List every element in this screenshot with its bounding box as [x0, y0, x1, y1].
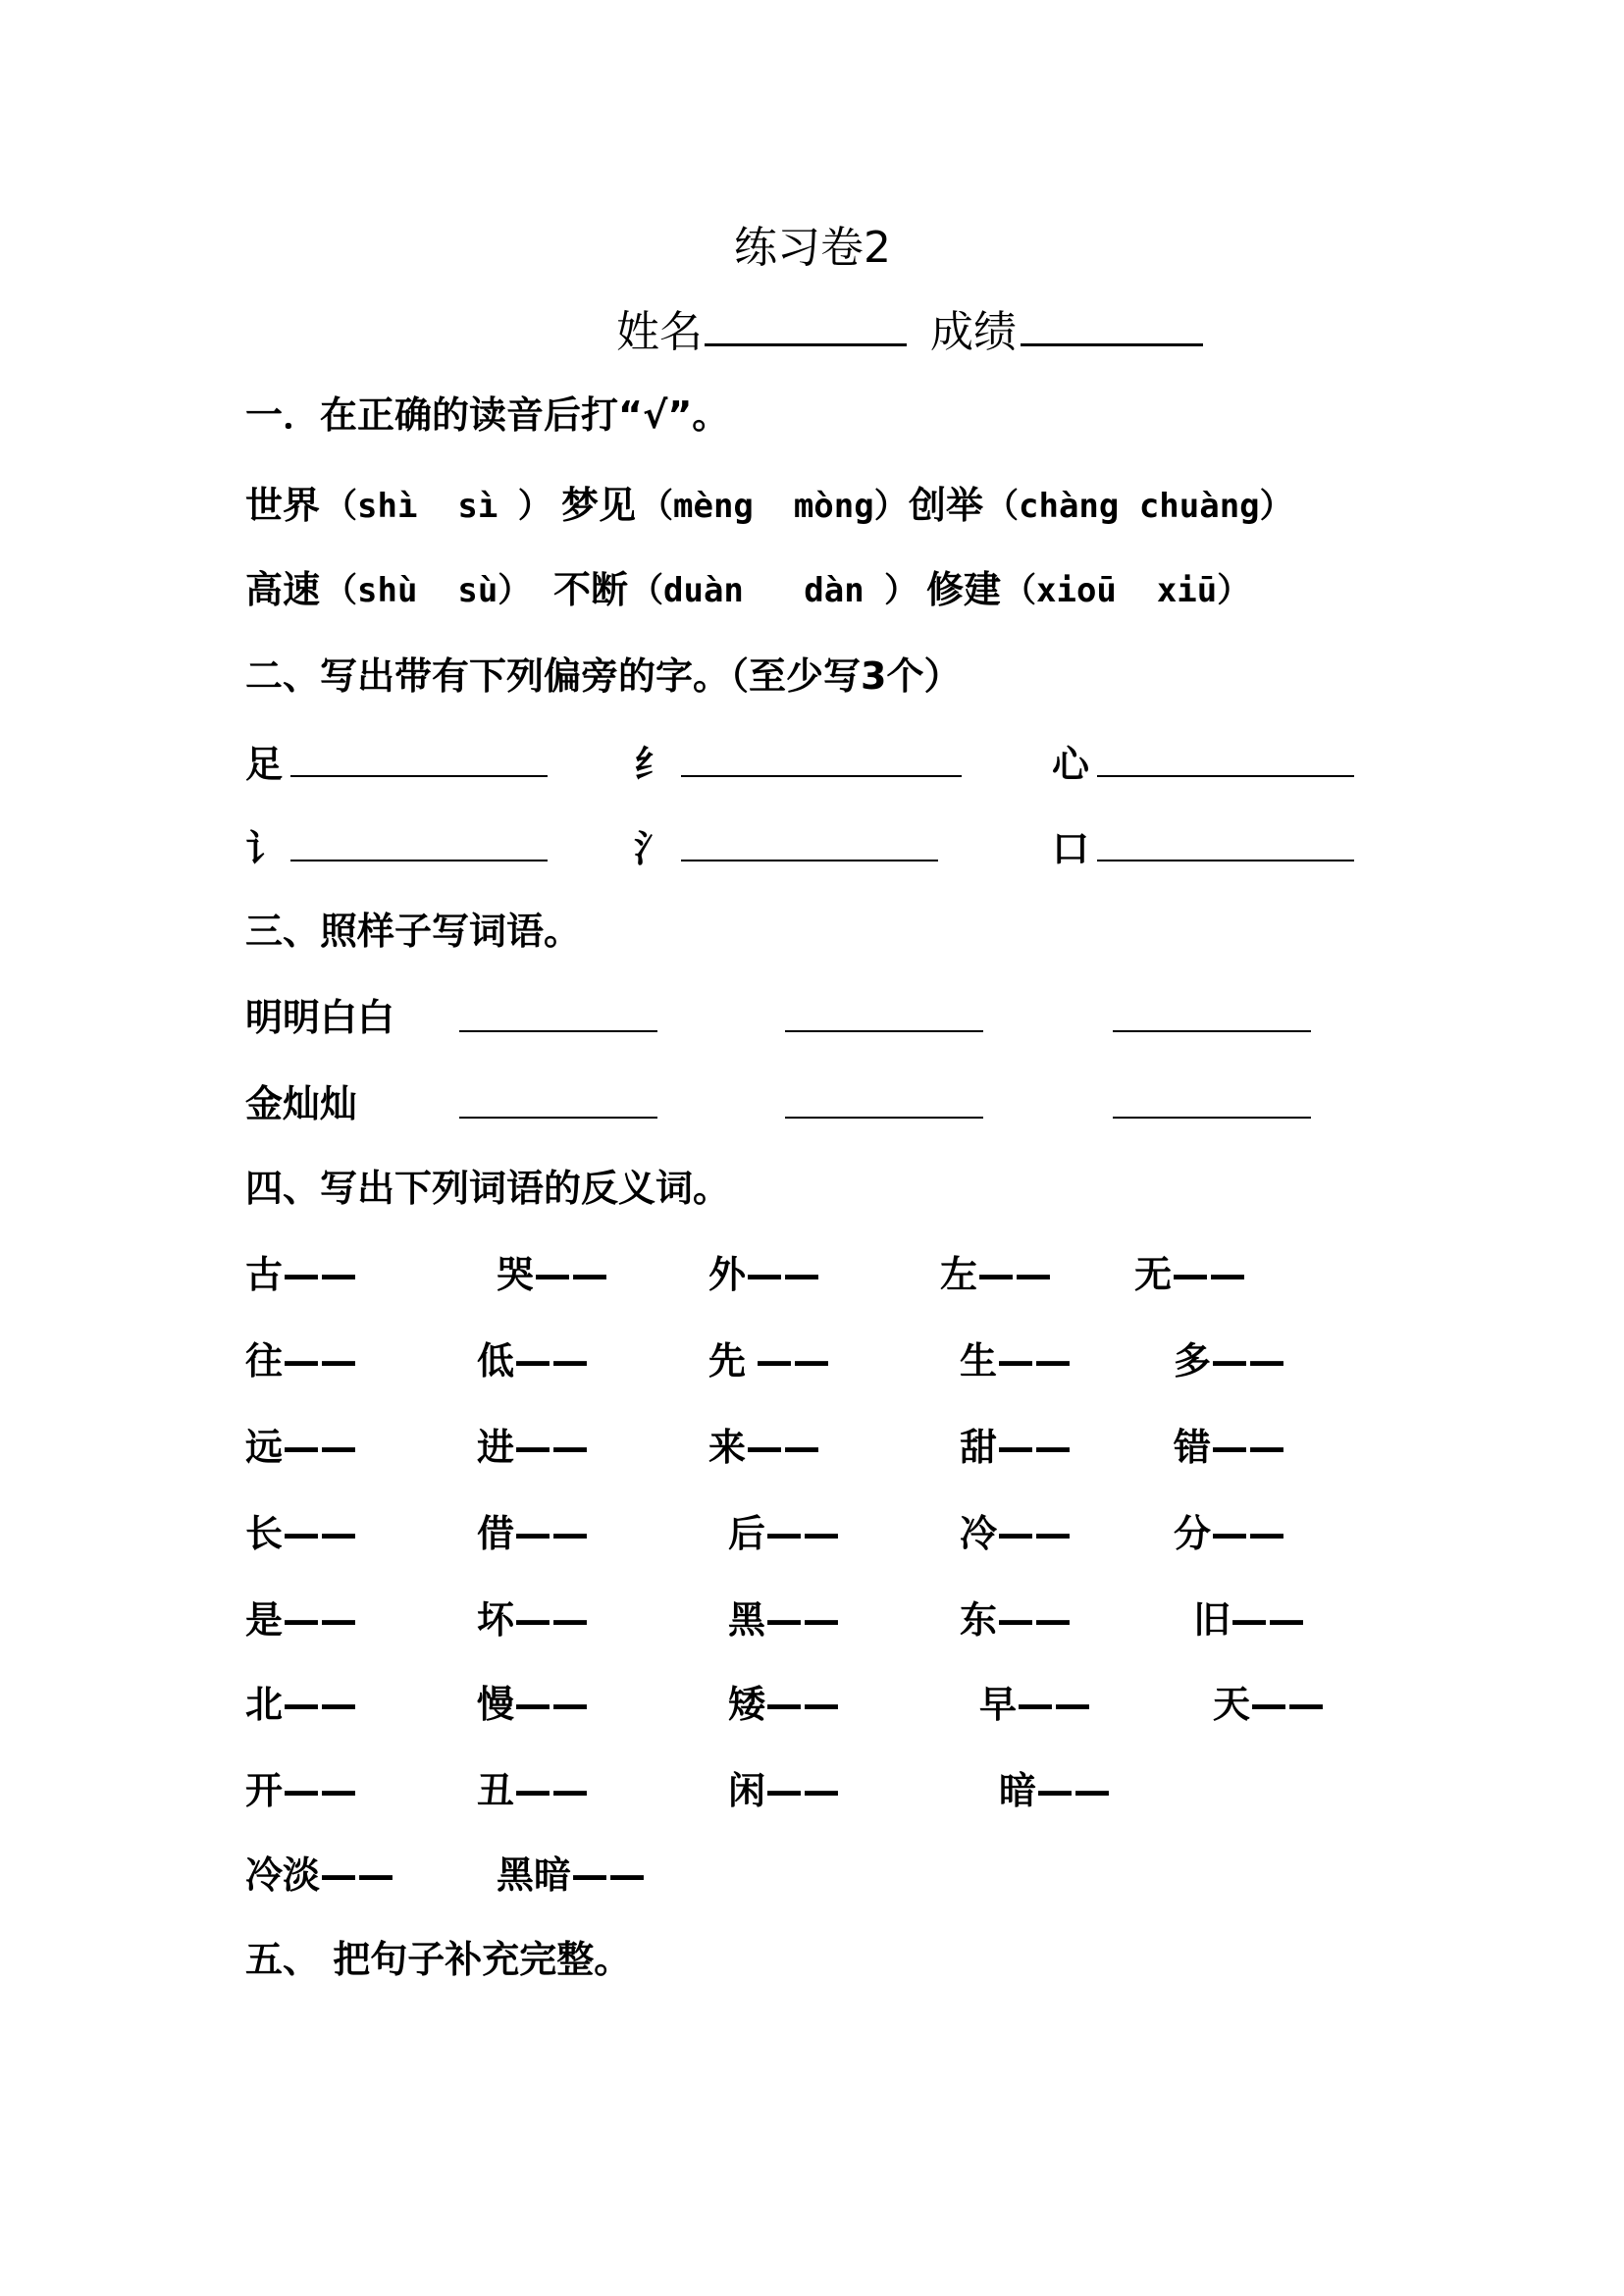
antonym-dash: —— [997, 1339, 1073, 1383]
antonym-dash: —— [765, 1598, 841, 1642]
antonym-dash: —— [534, 1253, 609, 1296]
radical: 讠 [245, 827, 284, 870]
antonym-item [728, 1674, 840, 1728]
antonym-dash: —— [1250, 1683, 1326, 1726]
s1-word: 高速 [245, 568, 321, 611]
antonym-word: 北 [245, 1683, 284, 1726]
antonym-word: 借 [477, 1512, 515, 1555]
section-3-heading: 三、照样子写词语。 [245, 910, 582, 953]
antonym-item [245, 1244, 357, 1298]
antonym-item [708, 1331, 830, 1384]
antonym-dash: —— [765, 1683, 841, 1726]
antonym-item [960, 1590, 1072, 1644]
antonym-word: 黑暗 [497, 1853, 572, 1897]
antonym-dash: —— [514, 1683, 590, 1726]
name-label: 姓名 [616, 307, 703, 357]
antonym-dash: —— [283, 1598, 358, 1642]
antonym-item [960, 1331, 1072, 1384]
antonym-item [1193, 1590, 1305, 1644]
page-title: 练习卷2 [734, 223, 891, 273]
antonym-item [1174, 1417, 1285, 1471]
antonym-word: 往 [245, 1339, 284, 1383]
antonym-item [979, 1674, 1091, 1728]
name-blank[interactable] [705, 343, 907, 346]
antonym-dash: —— [1211, 1426, 1286, 1469]
antonym-word: 坏 [477, 1598, 515, 1642]
antonym-dash: —— [997, 1598, 1073, 1642]
s1-pinyin: （xioū xiū） [1003, 571, 1251, 610]
antonym-word: 开 [245, 1769, 284, 1812]
radical: 纟 [634, 743, 672, 786]
antonym-word: 生 [960, 1339, 998, 1383]
antonym-item [245, 1760, 357, 1814]
antonym-word: 古 [245, 1253, 284, 1296]
example-word: 金灿灿 [245, 1082, 358, 1125]
antonym-word: 是 [245, 1598, 284, 1642]
antonym-item [708, 1417, 820, 1471]
antonym-item [1213, 1674, 1325, 1728]
answer-blank[interactable] [1113, 1117, 1311, 1119]
answer-blank[interactable] [290, 775, 548, 777]
antonym-item [497, 1845, 646, 1899]
s1-pinyin: （chàng chuàng） [985, 487, 1293, 526]
answer-blank[interactable] [1097, 775, 1354, 777]
antonym-word: 长 [245, 1512, 284, 1555]
s1-pinyin: （duàn dàn ） [630, 571, 918, 610]
antonym-dash: —— [514, 1598, 590, 1642]
antonym-dash: —— [1017, 1683, 1092, 1726]
answer-blank[interactable] [290, 860, 548, 861]
s1-word: 修建 [926, 568, 1002, 611]
antonym-item [728, 1760, 840, 1814]
answer-blank[interactable] [459, 1030, 657, 1032]
antonym-word: 后 [728, 1512, 766, 1555]
antonym-dash: —— [514, 1512, 590, 1555]
antonym-dash: —— [514, 1339, 590, 1383]
section-1-heading: 一．在正确的读音后打“√”。 [245, 393, 730, 437]
s1-pinyin: （mèng mòng） [640, 487, 908, 526]
antonym-word: 低 [477, 1339, 515, 1383]
radical: 足 [245, 743, 284, 786]
antonym-dash: —— [1172, 1253, 1247, 1296]
radical: 心 [1052, 743, 1090, 786]
antonym-dash: —— [977, 1253, 1053, 1296]
section-2-heading: 二、写出带有下列偏旁的字。（至少写3个） [245, 654, 962, 698]
answer-blank[interactable] [681, 775, 962, 777]
score-blank[interactable] [1021, 343, 1203, 346]
answer-blank[interactable] [785, 1117, 983, 1119]
antonym-word: 远 [245, 1426, 284, 1469]
antonym-word: 进 [477, 1426, 515, 1469]
antonym-word: 外 [708, 1253, 747, 1296]
antonym-word: 左 [940, 1253, 978, 1296]
antonym-word: 丑 [477, 1769, 515, 1812]
antonym-dash: —— [283, 1253, 358, 1296]
antonym-word: 先 [708, 1339, 747, 1383]
antonym-item [245, 1417, 357, 1471]
radical: 氵 [634, 827, 672, 870]
antonym-word: 矮 [728, 1683, 766, 1726]
antonym-item [245, 1845, 394, 1899]
antonym-word: 无 [1134, 1253, 1173, 1296]
antonym-dash: —— [1211, 1512, 1286, 1555]
antonym-dash: —— [283, 1769, 358, 1812]
antonym-word: 多 [1174, 1339, 1212, 1383]
antonym-dash: —— [320, 1853, 395, 1897]
antonym-word: 旧 [1193, 1598, 1231, 1642]
antonym-dash: —— [514, 1426, 590, 1469]
antonym-dash: —— [746, 1253, 821, 1296]
antonym-word: 哭 [497, 1253, 535, 1296]
s1-word: 不断 [553, 568, 629, 611]
antonym-dash: —— [746, 1426, 821, 1469]
example-word: 明明白白 [245, 996, 395, 1039]
antonym-item [477, 1674, 589, 1728]
antonym-item [960, 1503, 1072, 1557]
s1-word: 创举 [909, 484, 984, 527]
answer-blank[interactable] [785, 1030, 983, 1032]
antonym-dash: —— [283, 1339, 358, 1383]
antonym-item [477, 1760, 589, 1814]
antonym-item [477, 1331, 589, 1384]
antonym-item [728, 1590, 840, 1644]
antonym-word: 甜 [960, 1426, 998, 1469]
antonym-item [245, 1503, 357, 1557]
antonym-item [245, 1674, 357, 1728]
antonym-item [1174, 1503, 1285, 1557]
antonym-item [708, 1244, 820, 1298]
antonym-word: 暗 [999, 1769, 1037, 1812]
s1-pinyin: （shù sù） [324, 571, 532, 610]
s1-pinyin: （shì sì ） [324, 487, 551, 526]
antonym-dash: —— [1211, 1339, 1286, 1383]
antonym-item [728, 1503, 840, 1557]
antonym-word: 错 [1174, 1426, 1212, 1469]
antonym-item [245, 1331, 357, 1384]
antonym-dash: —— [1231, 1598, 1306, 1642]
antonym-item [1174, 1331, 1285, 1384]
s1-word: 世界 [245, 484, 321, 527]
antonym-word: 东 [960, 1598, 998, 1642]
antonym-word: 早 [979, 1683, 1018, 1726]
antonym-item [477, 1417, 589, 1471]
antonym-word: 来 [708, 1426, 747, 1469]
antonym-item [960, 1417, 1072, 1471]
antonym-dash: —— [756, 1339, 831, 1383]
answer-blank[interactable] [681, 860, 938, 861]
score-label: 成绩 [930, 307, 1017, 357]
antonym-word: 天 [1213, 1683, 1251, 1726]
antonym-dash: —— [514, 1769, 590, 1812]
antonym-dash: —— [765, 1512, 841, 1555]
antonym-item [497, 1244, 608, 1298]
antonym-dash: —— [283, 1512, 358, 1555]
s1-word: 梦见 [561, 484, 637, 527]
radical: 口 [1052, 827, 1090, 870]
answer-blank[interactable] [459, 1117, 657, 1119]
antonym-item [999, 1760, 1111, 1814]
antonym-item [1134, 1244, 1246, 1298]
antonym-word: 慢 [477, 1683, 515, 1726]
antonym-word: 分 [1174, 1512, 1212, 1555]
antonym-dash: —— [283, 1683, 358, 1726]
antonym-word: 冷淡 [245, 1853, 321, 1897]
antonym-word: 冷 [960, 1512, 998, 1555]
antonym-item [940, 1244, 1052, 1298]
section-4-heading: 四、写出下列词语的反义词。 [245, 1167, 731, 1210]
antonym-dash: —— [765, 1769, 841, 1812]
antonym-dash: —— [997, 1512, 1073, 1555]
antonym-item [245, 1590, 357, 1644]
antonym-dash: —— [571, 1853, 647, 1897]
antonym-dash: —— [997, 1426, 1073, 1469]
antonym-dash: —— [283, 1426, 358, 1469]
antonym-word: 闲 [728, 1769, 766, 1812]
antonym-item [477, 1503, 589, 1557]
answer-blank[interactable] [1113, 1030, 1311, 1032]
antonym-dash: —— [1036, 1769, 1112, 1812]
antonym-word: 黑 [728, 1598, 766, 1642]
section-5-heading: 五、 把句子补充完整。 [245, 1938, 632, 1981]
answer-blank[interactable] [1097, 860, 1354, 861]
antonym-item [477, 1590, 589, 1644]
